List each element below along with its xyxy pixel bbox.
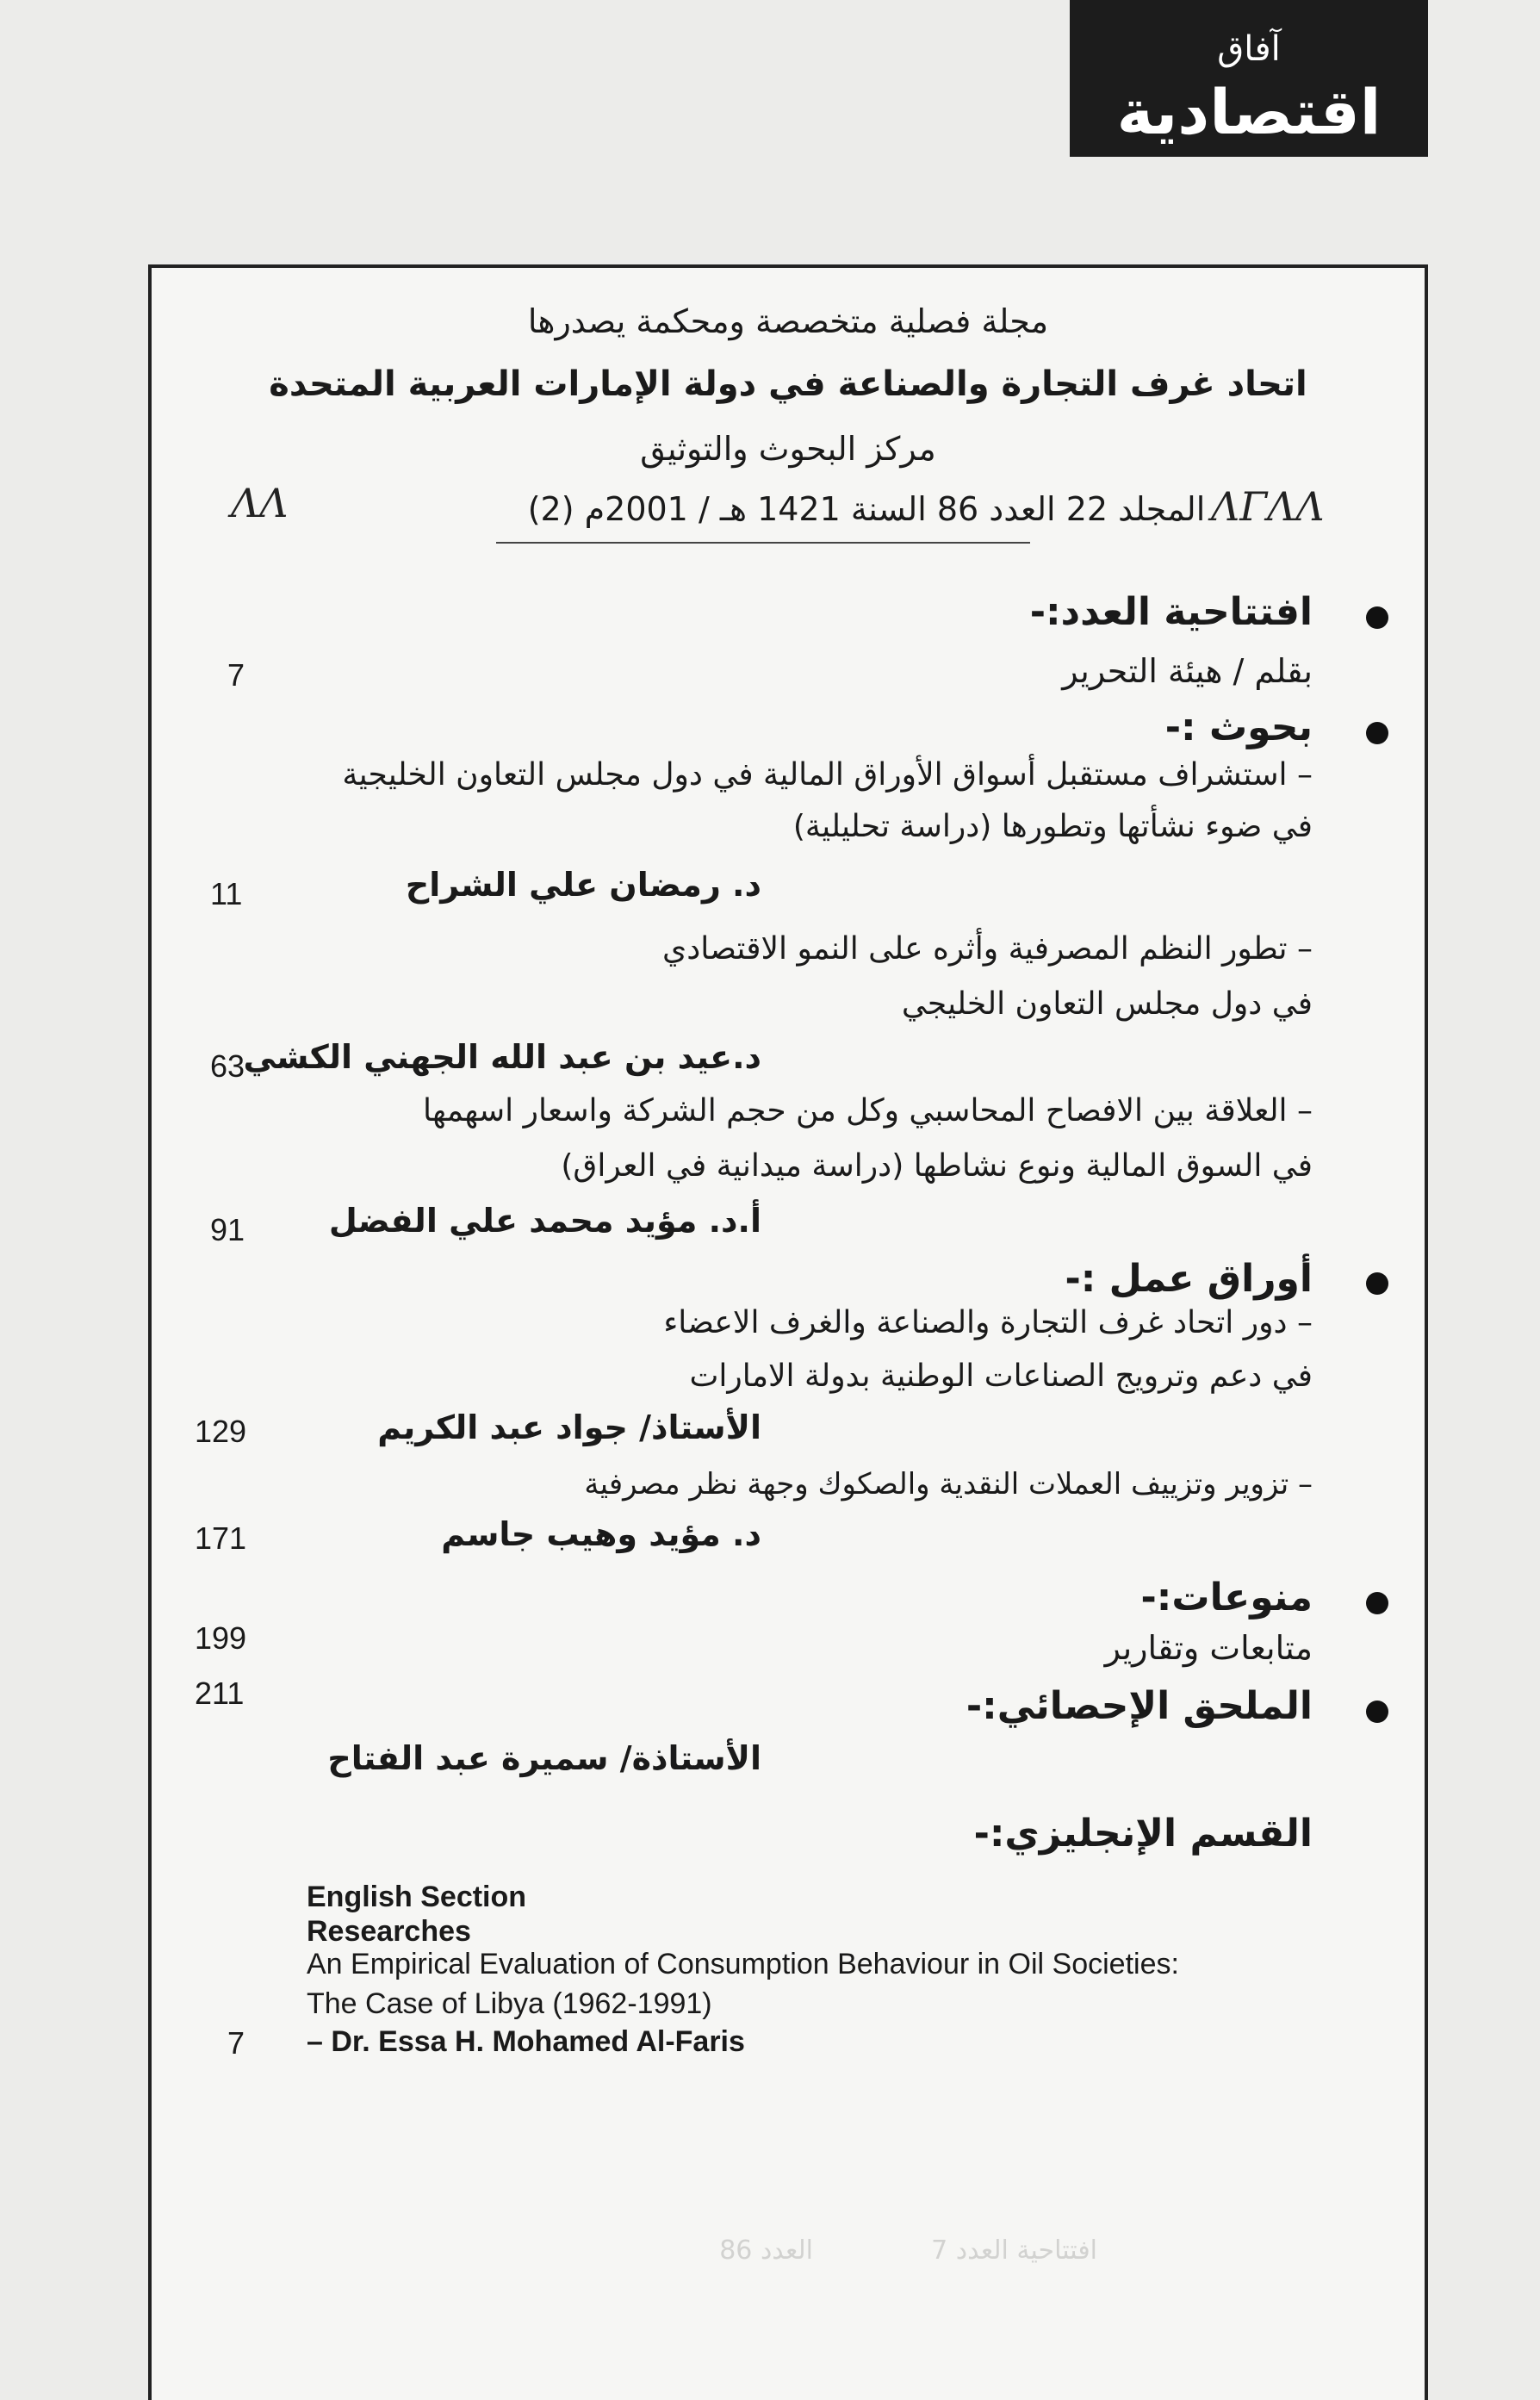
english-section-label: English Section	[307, 1881, 527, 1913]
appendix-heading: الملحق الإحصائي:-	[966, 1684, 1313, 1728]
paper-2-author: د. مؤيد وهيب جاسم	[441, 1515, 761, 1553]
logo-line-2: اقتصادية	[1116, 76, 1382, 148]
research-3-author: أ.د. مؤيد محمد علي الفضل	[328, 1202, 761, 1240]
page-number: 211	[195, 1676, 245, 1711]
english-title-line-2: The Case of Libya (1962-1991)	[307, 1987, 712, 2020]
paper-1-title-2: في دعم وترويج الصناعات الوطنية بدولة الامارات	[689, 1359, 1313, 1394]
papers-heading: أوراق عمل :-	[1065, 1257, 1313, 1301]
paper-1-title-1: – دور اتحاد غرف التجارة والصناعة والغرف الاعضاء	[663, 1305, 1313, 1340]
editorial-heading: افتتاحية العدد:-	[1029, 590, 1313, 634]
page-number: 7	[227, 2025, 245, 2061]
research-1-author: د. رمضان علي الشراح	[405, 866, 761, 904]
page-number: 7	[227, 657, 245, 693]
bullet-icon	[1366, 722, 1388, 744]
handwritten-note-left: ΛΛ	[231, 480, 289, 526]
ghost-footer-right: افتتاحية العدد 7	[931, 2235, 1097, 2266]
contents-frame	[148, 264, 1428, 2400]
bullet-icon	[1366, 1701, 1388, 1723]
appendix-author: الأستاذة/ سميرة عبد الفتاح	[327, 1739, 761, 1777]
page-number: 11	[210, 876, 243, 911]
handwritten-note-right: ΛΓΛΛ	[1211, 483, 1325, 530]
logo-line-1: آفاق	[1217, 29, 1281, 69]
misc-line: متابعات وتقارير	[1104, 1629, 1313, 1667]
english-author: – Dr. Essa H. Mohamed Al-Faris	[307, 2025, 745, 2058]
misc-heading: منوعات:-	[1140, 1576, 1313, 1620]
paper-1-author: الأستاذ/ جواد عبد الكريم	[377, 1408, 761, 1446]
page-number: 91	[210, 1212, 245, 1247]
header-line-3: مركز البحوث والتوثيق	[640, 430, 936, 468]
research-heading: بحوث :-	[1164, 706, 1313, 749]
research-3-title-2: في السوق المالية ونوع نشاطها (دراسة ميدانية في العراق)	[561, 1148, 1313, 1184]
research-1-title-1: – استشراف مستقبل أسواق الأوراق المالية في دول مجلس التعاون الخليجية	[342, 757, 1313, 793]
research-3-title-1: – العلاقة بين الافصاح المحاسبي وكل من حجم الشركة واسعار اسهمها	[423, 1093, 1313, 1128]
journal-logo	[1070, 0, 1428, 157]
research-1-title-2: في ضوء نشأتها وتطورها (دراسة تحليلية)	[792, 809, 1313, 844]
english-researches-label: Researches	[307, 1915, 471, 1948]
ghost-footer-left: العدد 86	[719, 2235, 813, 2266]
english-title-line-1: An Empirical Evaluation of Consumption Behaviour in Oil Societies:	[307, 1948, 1179, 1980]
bullet-icon	[1366, 1272, 1388, 1295]
bullet-icon	[1366, 606, 1388, 629]
bullet-icon	[1366, 1592, 1388, 1614]
page-number: 63	[210, 1048, 245, 1084]
research-2-author: د.عيد بن عبد الله الجهني الكشي	[243, 1038, 761, 1076]
issue-line: المجلد 22 العدد 86 السنة 1421 هـ / 2001م (2)	[527, 490, 1206, 528]
page-number: 199	[195, 1620, 247, 1656]
page-number: 129	[195, 1414, 247, 1449]
editorial-line: بقلم / هيئة التحرير	[1062, 652, 1313, 690]
research-2-title-2: في دول مجلس التعاون الخليجي	[901, 986, 1313, 1022]
paper-2-title-1: – تزوير وتزييف العملات النقدية والصكوك وجهة نظر مصرفية	[584, 1467, 1313, 1502]
header-line-2: اتحاد غرف التجارة والصناعة في دولة الإمارات العربية المتحدة	[269, 364, 1307, 404]
page-number: 171	[195, 1520, 247, 1556]
issue-underline	[496, 542, 1030, 544]
header-line-1: مجلة فصلية متخصصة ومحكمة يصدرها	[527, 302, 1049, 340]
english-section-heading-ar: القسم الإنجليزي:-	[973, 1812, 1313, 1856]
research-2-title-1: – تطور النظم المصرفية وأثره على النمو الاقتصادي	[662, 931, 1313, 967]
